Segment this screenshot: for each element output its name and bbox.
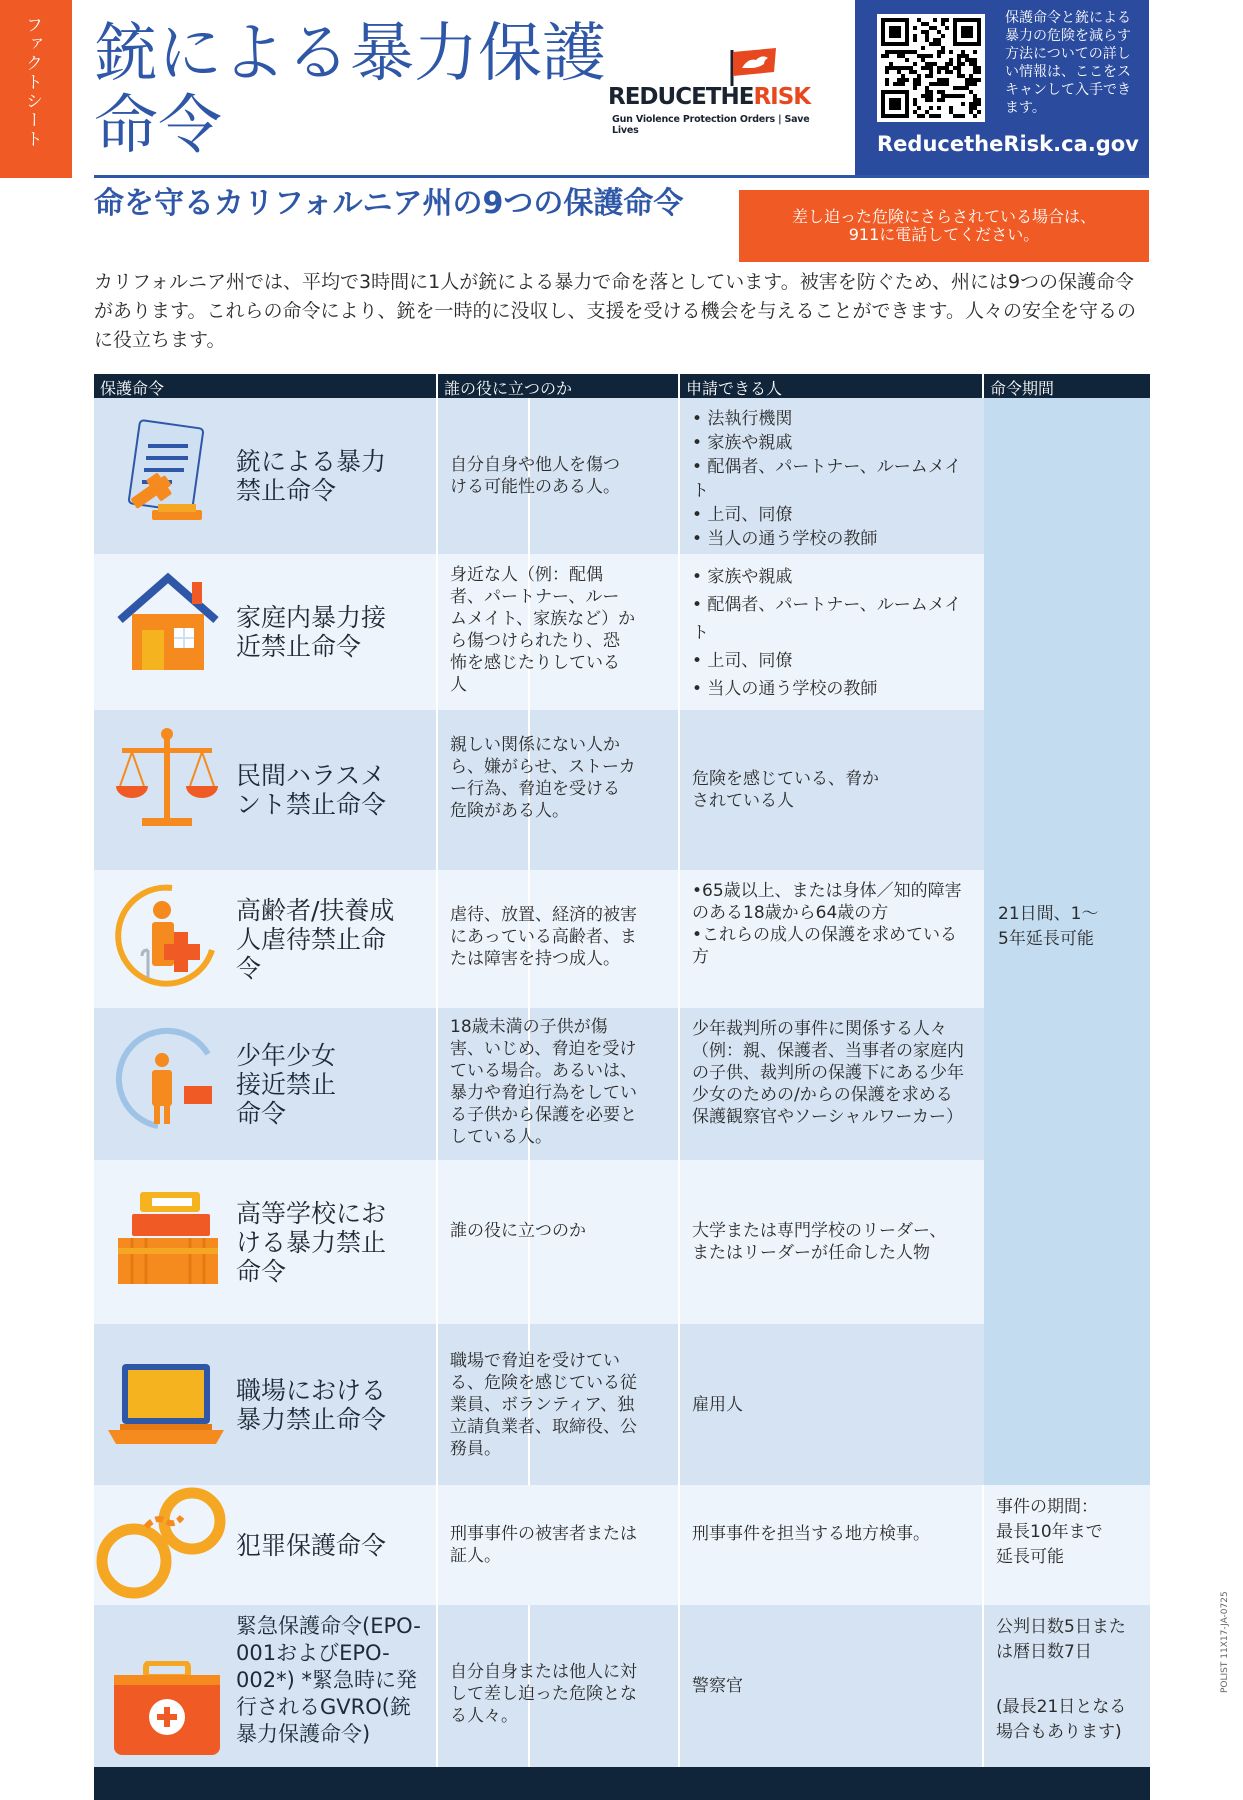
footer-bar	[94, 1767, 1150, 1800]
table-row	[94, 1485, 1150, 1605]
who-text: 自分自身や他人を傷つける可能性のある人。	[450, 455, 620, 497]
order-name: 銃による暴力禁止命令	[228, 398, 530, 554]
order-name: 高等学校における暴力禁止命令	[228, 1160, 530, 1324]
house-icon	[116, 568, 226, 682]
order-name: 民間ハラスメント禁止命令	[228, 710, 530, 870]
qr-code[interactable]	[877, 14, 985, 122]
fact-sheet-tab: ファクトシート	[0, 0, 72, 178]
order-name: 職場における暴力禁止命令	[228, 1324, 530, 1485]
who-text: 親しい関係にない人から、嫌がらせ、ストーカー行為、脅迫を受ける危険がある人。	[450, 735, 636, 821]
handcuffs-icon	[94, 1487, 234, 1607]
duration-criminal-text: 事件の期間：最長10年まで延長可能	[996, 1497, 1103, 1567]
order-name: 高齢者/扶養成人虐待禁止命令	[228, 870, 530, 1008]
emergency-callout: 差し迫った危険にさらされている場合は、911に電話してください。	[739, 190, 1149, 262]
who-text: 誰の役に立つのか	[450, 1221, 586, 1241]
reduce-the-risk-logo: REDUCETHERISK Gun Violence Protection Orders | Save Lives	[604, 46, 826, 134]
table-row	[94, 554, 984, 710]
table-row	[94, 1160, 984, 1324]
table-row	[94, 870, 984, 1008]
page-title: 銃による暴力保護命令	[94, 17, 606, 163]
applicant-text: 少年裁判所の事件に関係する人々（例：親、保護者、当事者の家庭内の子供、裁判所の保護下にある少年少女のための/からの保護を求める保護観察官やソーシャルワーカー）	[692, 1019, 964, 1127]
juvenile-person-icon	[114, 1024, 224, 1138]
who-text: 身近な人（例：配偶者、パートナー、ルームメイト、家族など）から傷つけられたり、恐怖を感じたりしている人	[450, 565, 636, 695]
flag-icon	[604, 46, 826, 86]
duration-shared-cell	[984, 398, 1150, 1485]
gavel-document-icon	[112, 418, 222, 532]
header-order: 保護命令	[100, 379, 165, 398]
order-name: 少年少女接近禁止命令	[228, 1008, 530, 1160]
applicant-text: •65歳以上、または身体／知的障害のある18歳から64歳の方 •これらの成人の保護を求めている方	[692, 881, 962, 967]
duration-emergency-text: 公判日数5日または暦日数7日	[996, 1617, 1126, 1662]
subtitle: 命を守るカリフォルニア州の9つの保護命令	[94, 186, 684, 221]
elder-person-icon	[112, 880, 222, 994]
applicant-text: 大学または専門学校のリーダー、またはリーダーが任命した人物	[692, 1221, 947, 1263]
who-text: 職場で脅迫を受けている、危険を感じている従業員、ボランティア、独立請負業者、取締役、公務員。	[450, 1351, 637, 1459]
scales-icon	[112, 726, 222, 840]
table-row	[94, 710, 984, 870]
table-header	[94, 374, 1150, 398]
table-row	[94, 398, 984, 554]
document-code: POLIST 11X17-JA-0725	[1220, 1591, 1230, 1693]
who-text: 刑事事件の被害者または証人。	[450, 1524, 637, 1566]
qr-description: 保護命令と銃による暴力の危険を減らす方法についての詳しい情報は、ここをスキャンして入手できます。	[1005, 10, 1131, 116]
applicant-text: 警察官	[692, 1676, 743, 1696]
header-applicant: 申請できる人	[686, 379, 783, 398]
applicant-text: 雇用人	[692, 1395, 743, 1415]
duration-shared-text: 21日間、1〜5年延長可能	[998, 904, 1099, 949]
order-name: 家庭内暴力接近禁止命令	[228, 554, 530, 710]
books-icon	[112, 1190, 222, 1304]
header-who: 誰の役に立つのか	[444, 379, 573, 398]
table-row	[94, 1605, 1150, 1767]
intro-paragraph: カリフォルニア州では、平均で3時間に1人が銃による暴力で命を落としています。被害を防ぐため、州には9つの保護命令があります。これらの命令により、銃を一時的に没収し、支援を受ける機会を与えることができます。人々の安全を守るのに役立ちます。	[94, 271, 1136, 351]
who-text: 虐待、放置、経済的被害にあっている高齢者、または障害を持つ成人。	[450, 905, 637, 969]
first-aid-kit-icon	[112, 1661, 222, 1765]
applicant-text: 刑事事件を担当する地方検事。	[692, 1524, 930, 1544]
duration-emergency-note: (最長21日となる場合もあります)	[996, 1697, 1127, 1742]
order-name: 犯罪保護命令	[236, 1530, 387, 1560]
laptop-icon	[106, 1360, 226, 1464]
qr-panel	[855, 0, 1149, 176]
applicant-text: 危険を感じている、脅かされている人	[692, 769, 879, 811]
order-name: 緊急保護命令(EPO-001およびEPO-002*) *緊急時に発行されるGVRO(銃暴力保護命令)	[228, 1605, 530, 1767]
who-text: 18歳未満の子供が傷害、いじめ、脅迫を受けている場合。あるいは、暴力や脅迫行為をしている子供から保護を必要としている人。	[450, 1017, 637, 1147]
applicant-list: • 家族や親戚 • 配偶者、パートナー、ルームメイト • 上司、同僚 • 当人の通う学校の教師	[692, 567, 962, 699]
website-link[interactable]: ReducetheRisk.ca.gov	[877, 132, 1139, 156]
table-row	[94, 1008, 984, 1160]
title-divider	[94, 175, 1149, 178]
who-text: 自分自身または他人に対して差し迫った危険となる人々。	[450, 1662, 637, 1726]
table-row	[94, 1324, 984, 1485]
applicant-list: • 法執行機関 • 家族や親戚 • 配偶者、パートナー、ルームメイト • 上司、同僚 • 当人の通う学校の教師	[692, 409, 962, 549]
header-duration: 命令期間	[990, 379, 1055, 398]
